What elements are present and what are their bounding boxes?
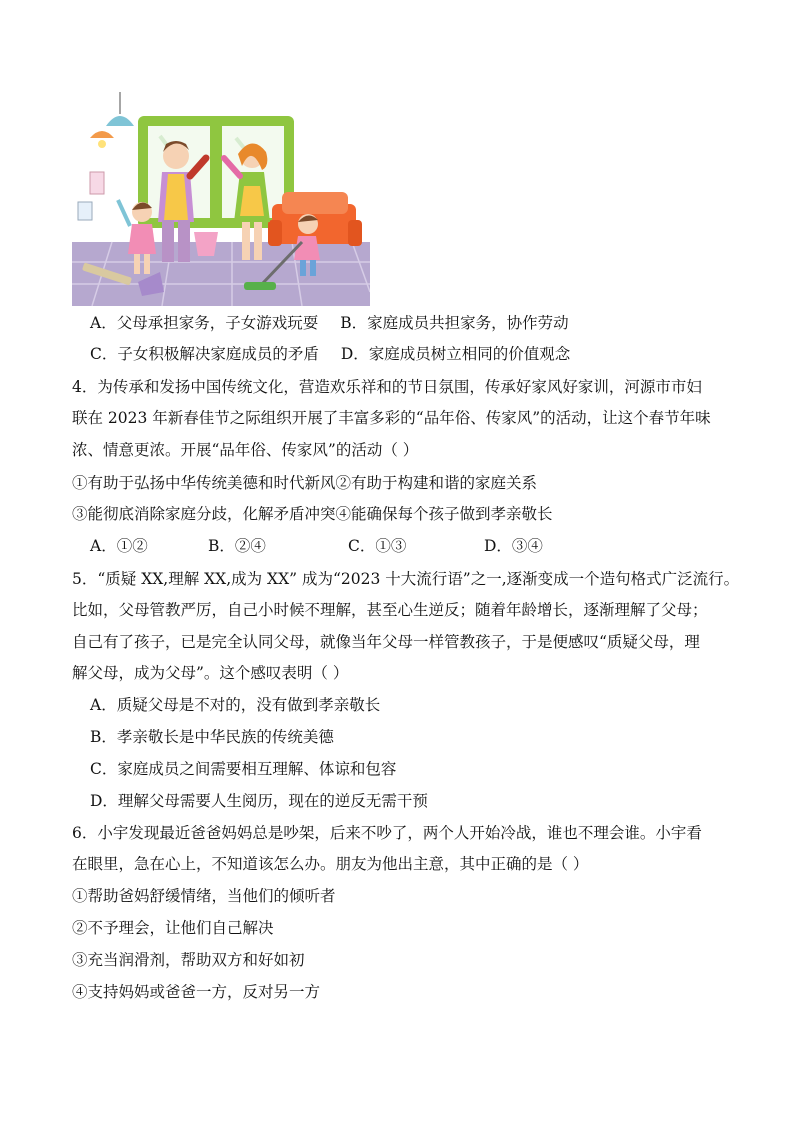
q4-statement-1: ①有助于弘扬中华传统美德和时代新风②有助于构建和谐的家庭关系 (72, 474, 538, 492)
q5-stem-line-4: 解父母，成为父母”。这个感叹表明（ ） (72, 664, 349, 682)
q4-stem-line-3: 浓、情意更浓。开展“品年俗、传家风”的活动（ ） (72, 441, 419, 459)
q5-stem-line-3: 自己有了孩子，已是完全认同父母，就像当年父母一样管教孩子，于是便感叹“质疑父母，理 (72, 633, 700, 651)
q3-option-d: D．家庭成员树立相同的价值观念 (340, 345, 571, 363)
q5-stem-line-2: 比如，父母管教严厉，自己小时候不理解，甚至心生逆反；随着年龄增长，逐渐理解了父母； (72, 601, 708, 619)
q5-option-c: C．家庭成员之间需要相互理解、体谅和包容 (90, 760, 397, 778)
q3-option-b: B．家庭成员共担家务，协作劳动 (340, 314, 569, 332)
q5-option-a: A．质疑父母是不对的，没有做到孝亲敬长 (90, 696, 381, 714)
q4-option-c: C．①③ (348, 537, 407, 555)
q5-option-d: D．理解父母需要人生阅历，现在的逆反无需干预 (90, 792, 428, 810)
q4-options-row (90, 535, 543, 557)
q3-option-c: C．子女积极解决家庭成员的矛盾 (90, 345, 319, 363)
family-housework-illustration (72, 92, 370, 306)
q4-stem-line-1: 4．为传承和发扬中国传统文化，营造欢乐祥和的节日氛围，传承好家风好家训，河源市市妇 (72, 378, 702, 396)
q6-stem-line-1: 6．小宇发现最近爸爸妈妈总是吵架，后来不吵了，两个人开始冷战，谁也不理会谁。小宇看 (72, 824, 702, 842)
q4-option-b: B．②④ (208, 537, 266, 555)
q6-stem-line-2: 在眼里，急在心上，不知道该怎么办。朋友为他出主意，其中正确的是（ ） (72, 855, 589, 873)
q3-option-a: A．父母承担家务，子女游戏玩耍 (90, 314, 319, 332)
q4-statement-2: ③能彻底消除家庭分歧，化解矛盾冲突④能确保每个孩子做到孝亲敬长 (72, 505, 553, 523)
q5-stem-line-1: 5．“质疑 XX,理解 XX,成为 XX” 成为“2023 十大流行语”之一,逐渐变成一个造句格式广泛流行。 (72, 570, 740, 588)
q6-statement-1: ①帮助爸妈舒缓情绪，当他们的倾听者 (72, 887, 336, 905)
q6-statement-4: ④支持妈妈或爸爸一方，反对另一方 (72, 983, 321, 1001)
q6-statement-3: ③充当润滑剂，帮助双方和好如初 (72, 951, 305, 969)
q6-statement-2: ②不予理会，让他们自己解决 (72, 919, 274, 937)
q5-option-b: B．孝亲敬长是中华民族的传统美德 (90, 728, 334, 746)
q4-option-d: D．③④ (484, 537, 543, 555)
q3-options-row-1 (90, 312, 569, 334)
q3-options-row-2 (90, 343, 570, 365)
q4-option-a: A．①② (90, 537, 148, 555)
q4-stem-line-2: 联在 2023 年新春佳节之际组织开展了丰富多彩的“品年俗、传家风”的活动，让这个春节年味 (72, 409, 711, 427)
